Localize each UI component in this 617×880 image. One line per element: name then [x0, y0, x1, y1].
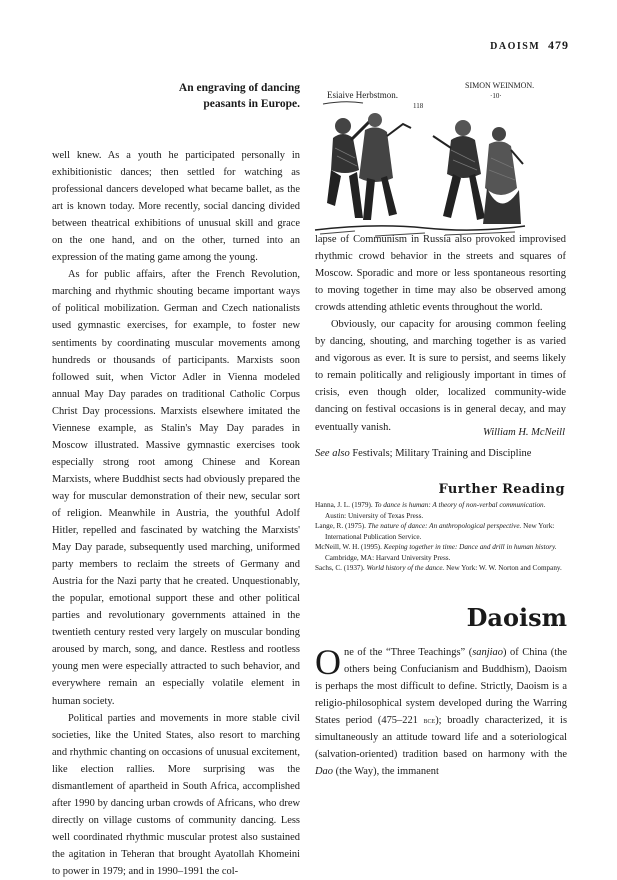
engraving-inscription-left: Esiaive Herbstmon. — [327, 90, 398, 100]
page-number: 479 — [548, 38, 569, 52]
paragraph: lapse of Communism in Russia also provoked improvised rhythmic crowd behavior in the streets and squares of Moscow. Sporadic and more or less spontaneous resorting to moving together in time may also be observed among crowds attending athletic events throughout the world. — [315, 234, 566, 314]
article-title: Daoism — [466, 603, 567, 632]
engraving-inscription-num: 118 — [413, 102, 424, 110]
reference-item: Lange, R. (1975). The nature of dance: An anthropological perspective. New York: International Publication Service. — [315, 522, 555, 541]
drop-cap: O — [315, 642, 341, 682]
further-reading-list — [315, 500, 567, 574]
daoism-intro — [315, 644, 567, 780]
see-also-label: See also — [315, 448, 350, 459]
author-signature: William H. McNeill — [483, 427, 565, 438]
paragraph: Political parties and movements in more stable civil societies, like the United States, also resort to marching and rhythmic chanting on occasions of unusual excitement, like election rallies. More surprising was the dismantlement of apartheid in South Africa, accomplished after 1990 by dancing urban crowds of Africans, who drew directly on village customs of community dancing. Less well coordinated rhythmic muscular protest also sustained the agitation in Teheran that brought Ayatollah Khomeini to power in 1979; and in 1990–1991 the col- — [52, 712, 300, 877]
running-head-section: DAOISM — [490, 41, 541, 52]
running-head — [490, 38, 569, 53]
right-column-top — [315, 231, 566, 436]
engraving-dancing-peasants — [315, 78, 535, 240]
reference-item: Sachs, C. (1937). World history of the dance. New York: W. W. Norton and Company. — [315, 564, 562, 572]
engraving-inscription-right: SIMON WEINMON. — [465, 81, 535, 90]
see-also — [315, 448, 566, 459]
paragraph: One of the “Three Teachings” (sanjiao) of China (the others being Confucianism and Buddhism), Daoism is perhaps the most difficult to define. Strictly, Daoism is a religio-philosophical system developed during the Warring States period (475–221 bce); broadly characterized, it is simultaneously an attitude toward life and a soteriological (salvation-oriented) tradition based on harmony with the Dao (the Way), the immanent — [315, 642, 568, 778]
further-reading-title: Further Reading — [438, 482, 565, 497]
engraving-inscription-mark: ·10· — [490, 92, 502, 100]
see-also-text[interactable]: Festivals; Military Training and Discipline — [352, 448, 532, 459]
left-column — [52, 147, 300, 880]
reference-item: Hanna, J. L. (1979). To dance is human: A theory of non-verbal communication. Austin: University of Texas Press. — [315, 501, 546, 520]
paragraph: Obviously, our capacity for arousing common feeling by dancing, shouting, and marching together is as varied and vigorous as ever. It is sure to persist, and seems likely to remain politically and religiously important in times of crisis, even though older, localized community-wide dancing on festival occasions is in general decay, and may eventually vanish. — [315, 319, 566, 433]
reference-item: McNeill, W. H. (1995). Keeping together in time: Dance and drill in human history. Cambridge, MA: Harvard University Press. — [315, 543, 557, 562]
paragraph: As for public affairs, after the French Revolution, marching and rhythmic shouting became important ways of political mobilization. German and Czech nationalists used gymnastic exercises, for example, to foster new sentiments by coordinating muscular movements among hundreds or thousands of participants. Marxists soon followed suit, when Victor Adler in Vienna modeled annual May Day parades on traditional Catholic Corpus Christ Day processions. Marxists elsewhere imitated the Viennese example, as Stalin's May Day parades in Moscow illustrated. Massive gymnastic exercises took especially strong root among Chinese and Korean Marxists, where Buddhist sects had obviously prepared the way for muscular demonstration of their new, secular sort of religion. Meanwhile in Austria, the youthful Adolf Hitler, repelled and fascinated by watching the Marxists' May Day parade, subsequently used marching, uniformed party members to reclaim the streets of Germany and Austria for the Nazi party that he created. Unquestionably, the popular, emotional support these and other political parties and revolutionary governments attained in the twentieth century rested very largely on muscular bonding aroused by march, song, and dance. Restless and rootless young men were especially attracted to such behavior, and everywhere remain an especially volatile element in human society. — [52, 269, 300, 707]
figure-caption: An engraving of dancing peasants in Europe. — [178, 82, 300, 110]
paragraph: well knew. As a youth he participated personally in exhibitionistic dances; then settled for watching as professional dancers developed what became ballet, as the art is known today. More recently, social dancing divided between theatrical exhibitions of unusual skill and grace on the one hand, and on the other, turned into an expression of the mating game among the young. — [52, 150, 300, 264]
